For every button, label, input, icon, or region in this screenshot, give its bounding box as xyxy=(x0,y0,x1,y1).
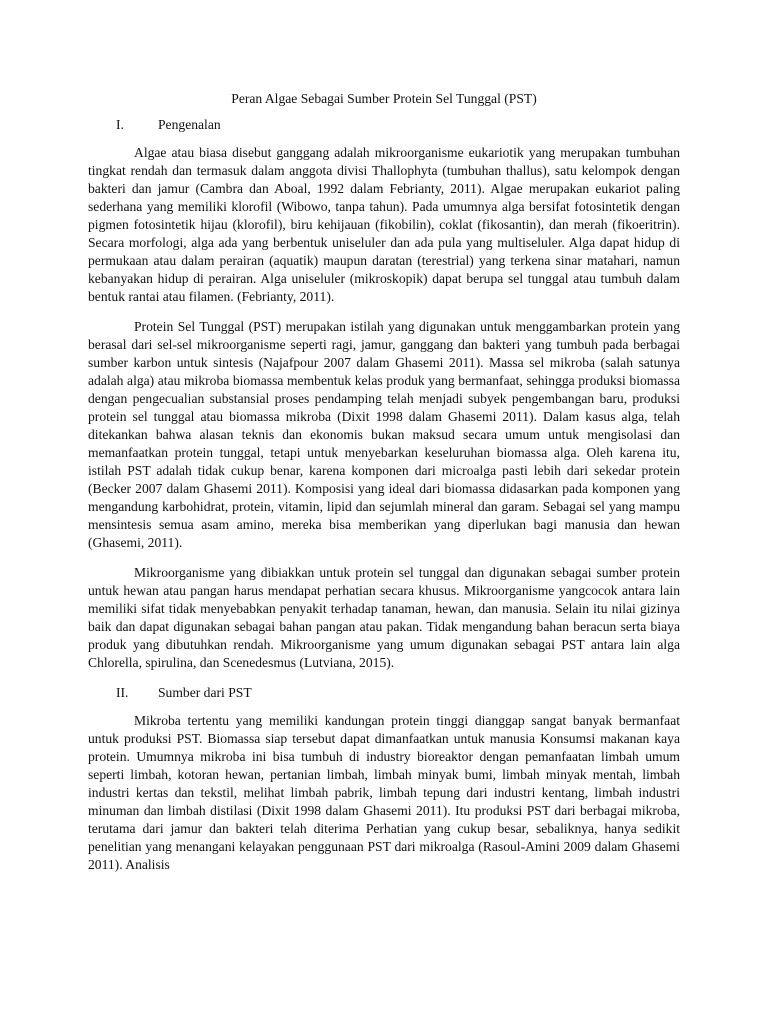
section-heading-2 xyxy=(88,684,680,702)
paragraph: Mikroorganisme yang dibiakkan untuk protein sel tunggal dan digunakan sebagai sumber protein untuk hewan atau pangan harus mendapat perhatian secara khusus. Mikroorganisme yangcocok antara lain memiliki sifat tidak menyebabkan penyakit terhadap tanaman, hewan, dan manusia. Selain itu nilai gizinya baik dan dapat digunakan sebagai bahan pangan atau pakan. Tidak mengandung bahan beracun serta biaya produk yang dibutuhkan rendah. Mikroorganisme yang umum digunakan sebagai PST antara lain alga Chlorella, spirulina, dan Scenedesmus (Lutviana, 2015). xyxy=(88,565,680,670)
paragraph: Mikroba tertentu yang memiliki kandungan protein tinggi dianggap sangat banyak bermanfaat untuk produksi PST. Biomassa siap tersebut dapat dimanfaatkan untuk manusia Konsumsi makanan kaya protein. Umumnya mikroba ini bisa tumbuh di industry bioreaktor dengan pemanfaatan limbah umum seperti limbah, kotoran hewan, pertanian limbah, limbah minyak bumi, limbah minyak mentah, limbah industri kertas dan tekstil, melihat limbah pabrik, limbah tepung dari industri kentang, limbah industri minuman dan limbah distilasi (Dixit 1998 dalam Ghasemi 2011). Itu produksi PST dari berbagai mikroba, terutama dari jamur dan bakteri telah diterima Perhatian yang cukup besar, sebaliknya, hanya sedikit penelitian yang menangani kelayakan penggunaan PST dari mikroalga (Rasoul-Amini 2009 dalam Ghasemi 2011). Analisis xyxy=(88,713,680,872)
paragraph: Protein Sel Tunggal (PST) merupakan istilah yang digunakan untuk menggambarkan protein yang berasal dari sel-sel mikroorganisme seperti ragi, jamur, ganggang dan bakteri yang tumbuh pada berbagai sumber karbon untuk sintesis (Najafpour 2007 dalam Ghasemi 2011). Massa sel mikroba (salah satunya adalah alga) atau mikroba biomassa membentuk kelas produk yang bermanfaat, sehingga produksi biomassa dengan pengecualian substansial proses pendamping telah menjadi subyek pengembangan baru, produksi protein sel tunggal atau biomassa mikroba (Dixit 1998 dalam Ghasemi 2011). Dalam kasus alga, telah ditekankan bahwa alasan teknis dan ekonomis bukan maksud secara umum untuk mengisolasi dan memanfaatkan protein tunggal, tetapi untuk menyebarkan keseluruhan biomassa alga. Oleh karena itu, istilah PST adalah tidak cukup benar, karena komponen dari microalga pasti lebih dari sekedar protein (Becker 2007 dalam Ghasemi 2011). Komposisi yang ideal dari biomassa didasarkan pada komponen yang mengandung karbohidrat, protein, vitamin, lipid dan sejumlah mineral dan garam. Sebagai sel yang mampu mensintesis semua asam amino, mereka bisa memberikan yang diperlukan bagi manusia dan hewan (Ghasemi, 2011). xyxy=(88,319,680,550)
section-title: Pengenalan xyxy=(158,117,221,132)
section-heading-1 xyxy=(88,116,680,134)
paragraph: Algae atau biasa disebut ganggang adalah mikroorganisme eukariotik yang merupakan tumbuhan tingkat rendah dan termasuk dalam anggota divisi Thallophyta (tumbuhan thallus), satu kelompok dengan bakteri dan jamur (Cambra dan Aboal, 1992 dalam Febrianty, 2011). Algae merupakan eukariot paling sederhana yang memiliki klorofil (Wibowo, tanpa tahun). Pada umumnya alga bersifat fotosintetik dengan pigmen fotosintetik hijau (klorofil), biru kehijauan (fikobilin), coklat (fikosantin), dan merah (fikoeritrin). Secara morfologi, alga ada yang berbentuk uniseluler dan ada pula yang multiseluler. Alga dapat hidup di permukaan atau dalam perairan (aquatik) maupun daratan (terestrial) yang terkena sinar matahari, namun kebanyakan hidup di perairan. Alga uniseluler (mikroskopik) dapat berupa sel tunggal atau tumbuh dalam bentuk rantai atau filamen. (Febrianty, 2011). xyxy=(88,145,680,304)
section-number: I. xyxy=(116,117,124,132)
document-title: Peran Algae Sebagai Sumber Protein Sel Tunggal (PST) xyxy=(231,91,537,106)
section-number: II. xyxy=(116,685,129,700)
section-title: Sumber dari PST xyxy=(158,685,252,700)
document-body xyxy=(88,90,680,886)
